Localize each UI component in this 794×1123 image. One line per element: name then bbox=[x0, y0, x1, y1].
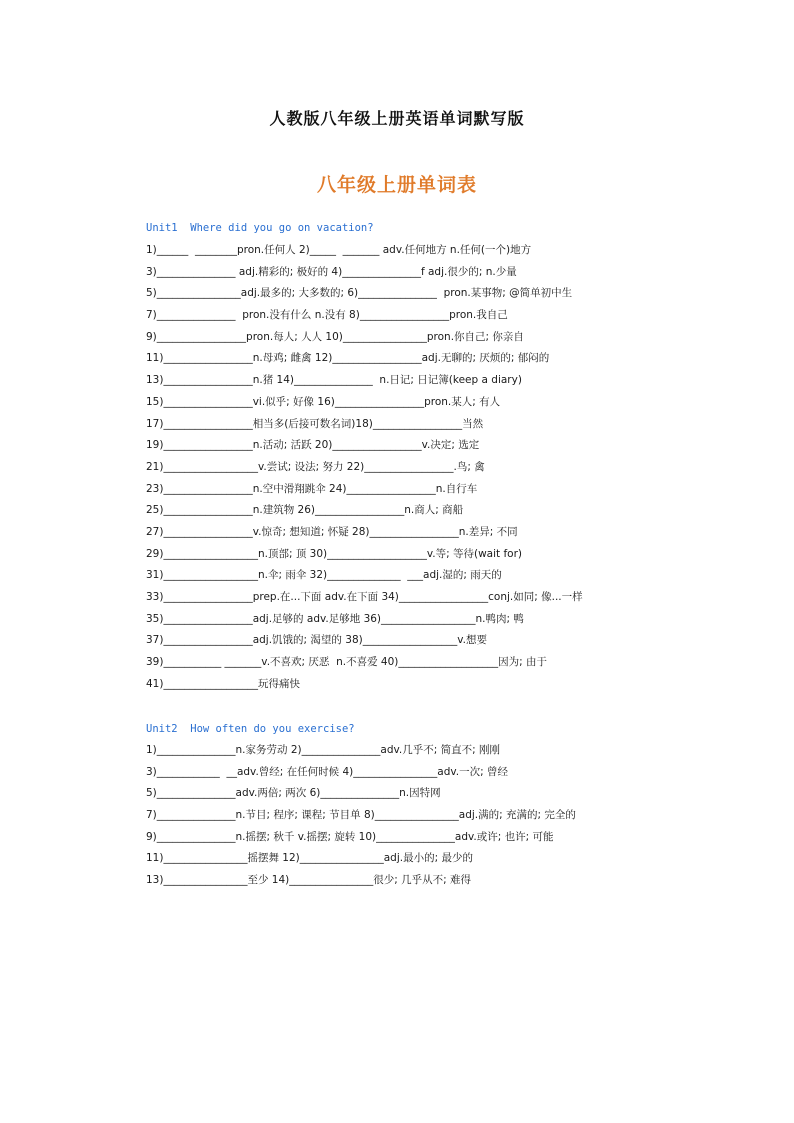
dictation-line: 31)__________________n.伞; 雨伞 32)______________ ___adj.湿的; 雨天的 bbox=[146, 569, 502, 582]
unit1-heading: Unit1 Where did you go on vacation? bbox=[146, 222, 374, 234]
dictation-line: 41)__________________玩得痛快 bbox=[146, 677, 300, 690]
dictation-line: 25)_________________n.建筑物 26)_________________n.商人; 商船 bbox=[146, 504, 464, 517]
dictation-line: 17)_________________相当多(后接可数名词)18)_________________当然 bbox=[146, 417, 484, 430]
dictation-line: 35)_________________adj.足够的 adv.足够地 36)__________________n.鸭肉; 鸭 bbox=[146, 612, 524, 625]
dictation-line: 1)______ ________pron.任何人 2)_____ _______ adv.任何地方 n.任何(一个)地方 bbox=[146, 244, 532, 256]
dictation-line: 7)_______________ pron.没有什么 n.没有 8)_________________pron.我自己 bbox=[146, 309, 508, 322]
dictation-line: 19)_________________n.活动; 活跃 20)_________________v.决定; 选定 bbox=[146, 439, 480, 452]
dictation-line: 5)_______________adv.两倍; 两次 6)_______________n.因特网 bbox=[146, 787, 441, 800]
unit1-word-list bbox=[146, 240, 583, 695]
dictation-line: 27)_________________v.惊奇; 想知道; 怀疑 28)_________________n.差异; 不同 bbox=[146, 525, 518, 538]
dictation-line: 39)___________ _______v.不喜欢; 厌恶 n.不喜爱 40)___________________因为; 由于 bbox=[146, 656, 547, 669]
dictation-line: 11)_________________n.母鸡; 雌禽 12)_________________adj.无聊的; 厌烦的; 郁闷的 bbox=[146, 352, 550, 365]
dictation-line: 33)_________________prep.在...下面 adv.在下面 34)_________________conj.如同; 像...一样 bbox=[146, 591, 583, 603]
dictation-line: 29)__________________n.顶部; 顶 30)___________________v.等; 等待(wait for) bbox=[146, 547, 523, 560]
dictation-line: 1)_______________n.家务劳动 2)_______________adv.几乎不; 简直不; 刚刚 bbox=[146, 744, 500, 756]
dictation-line: 3)_______________ adj.精彩的; 极好的 4)_______________f adj.很少的; n.少量 bbox=[146, 265, 517, 278]
dictation-line: 13)________________至少 14)________________很少; 几乎从不; 难得 bbox=[146, 874, 472, 887]
document-title: 人教版八年级上册英语单词默写版 bbox=[269, 109, 525, 128]
dictation-line: 9)_________________pron.每人; 人人 10)________________pron.你自己; 你亲自 bbox=[146, 330, 524, 343]
dictation-line: 37)_________________adj.饥饿的; 渴望的 38)__________________v.想要 bbox=[146, 634, 487, 647]
dictation-line: 11)________________摇摆舞 12)________________adj.最小的; 最少的 bbox=[146, 852, 473, 865]
dictation-line: 23)_________________n.空中滑翔跳伞 24)_________________n.自行车 bbox=[146, 482, 478, 495]
dictation-line: 5)________________adj.最多的; 大多数的; 6)_______________ pron.某事物; @简单初中生 bbox=[146, 287, 573, 300]
dictation-line: 13)_________________n.猪 14)_______________ n.日记; 日记簿(keep a diary) bbox=[146, 374, 522, 387]
dictation-line: 3)____________ __adv.曾经; 在任何时候 4)________________adv.一次; 曾经 bbox=[146, 765, 508, 778]
unit2-word-list bbox=[146, 740, 576, 892]
dictation-line: 21)__________________v.尝试; 设法; 努力 22)_________________.鸟; 禽 bbox=[146, 460, 485, 473]
dictation-line: 15)_________________vi.似乎; 好像 16)_________________pron.某人; 有人 bbox=[146, 395, 501, 408]
section-title: 八年级上册单词表 bbox=[316, 174, 477, 196]
dictation-line: 7)_______________n.节目; 程序; 课程; 节目单 8)________________adj.满的; 充满的; 完全的 bbox=[146, 809, 576, 822]
dictation-line: 9)_______________n.摇摆; 秋千 v.摇摆; 旋转 10)_______________adv.或许; 也许; 可能 bbox=[146, 830, 554, 843]
unit2-heading: Unit2 How often do you exercise? bbox=[146, 723, 355, 735]
